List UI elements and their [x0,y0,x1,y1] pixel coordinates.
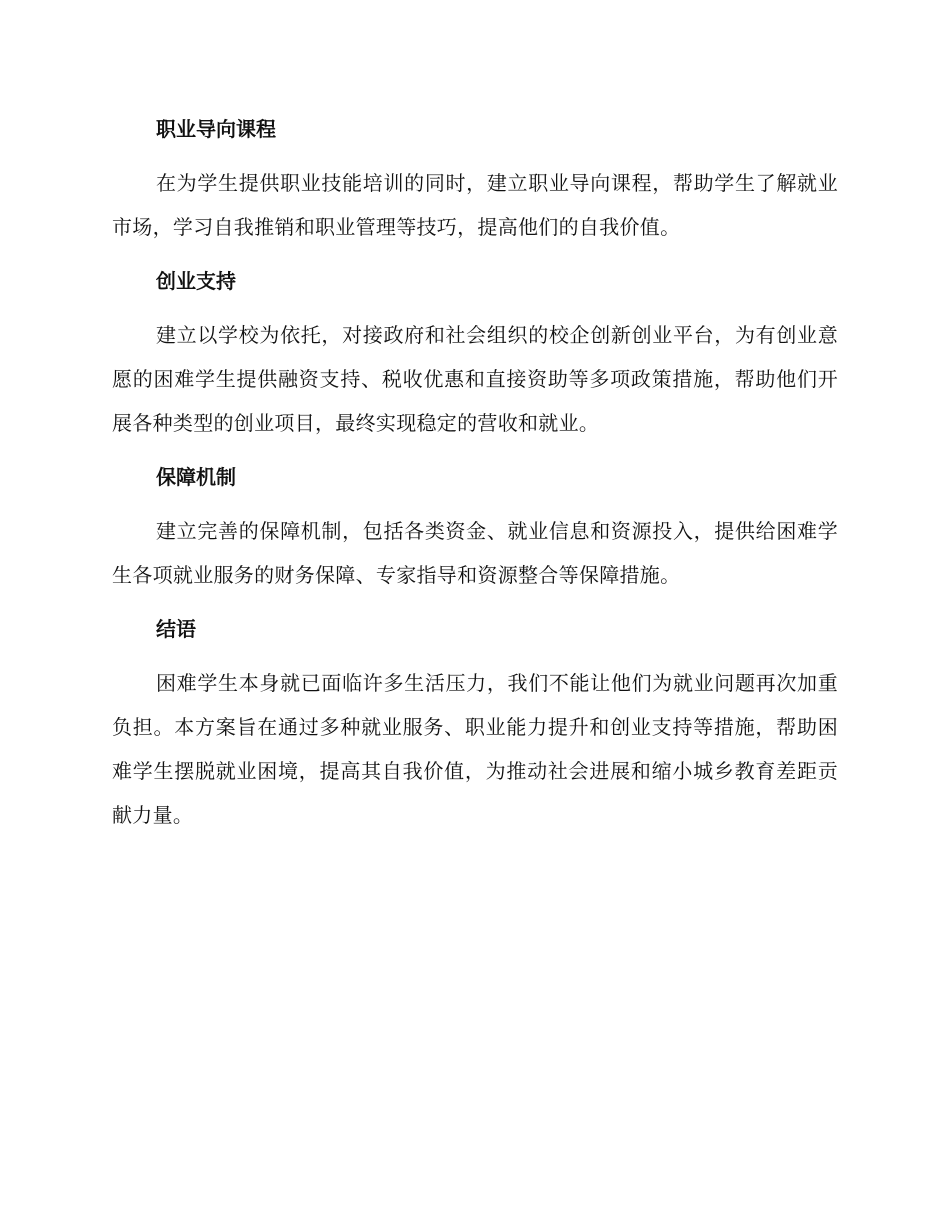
section-paragraph: 在为学生提供职业技能培训的同时，建立职业导向课程，帮助学生了解就业市场，学习自我推销和职业管理等技巧，提高他们的自我价值。 [112,171,838,239]
section-heading: 职业导向课程 [156,117,276,141]
section-paragraph: 建立以学校为依托，对接政府和社会组织的校企创新创业平台，为有创业意愿的困难学生提供融资支持、税收优惠和直接资助等多项政策措施，帮助他们开展各种类型的创业项目，最终实现稳定的营收和就业。 [112,323,838,435]
section-career-course [112,112,838,249]
section-paragraph: 建立完善的保障机制，包括各类资金、就业信息和资源投入，提供给困难学生各项就业服务的财务保障、专家指导和资源整合等保障措施。 [112,519,838,587]
section-guarantee-mechanism [112,460,838,597]
section-heading: 结语 [156,617,196,641]
section-paragraph: 困难学生本身就已面临许多生活压力，我们不能让他们为就业问题再次加重负担。本方案旨在通过多种就业服务、职业能力提升和创业支持等措施，帮助困难学生摆脱就业困境，提高其自我价值，为推动社会进展和缩小城乡教育差距贡献力量。 [112,671,838,827]
section-entrepreneurship-support [112,264,838,445]
section-conclusion [112,612,838,837]
section-heading: 保障机制 [156,465,236,489]
section-heading: 创业支持 [156,269,236,293]
